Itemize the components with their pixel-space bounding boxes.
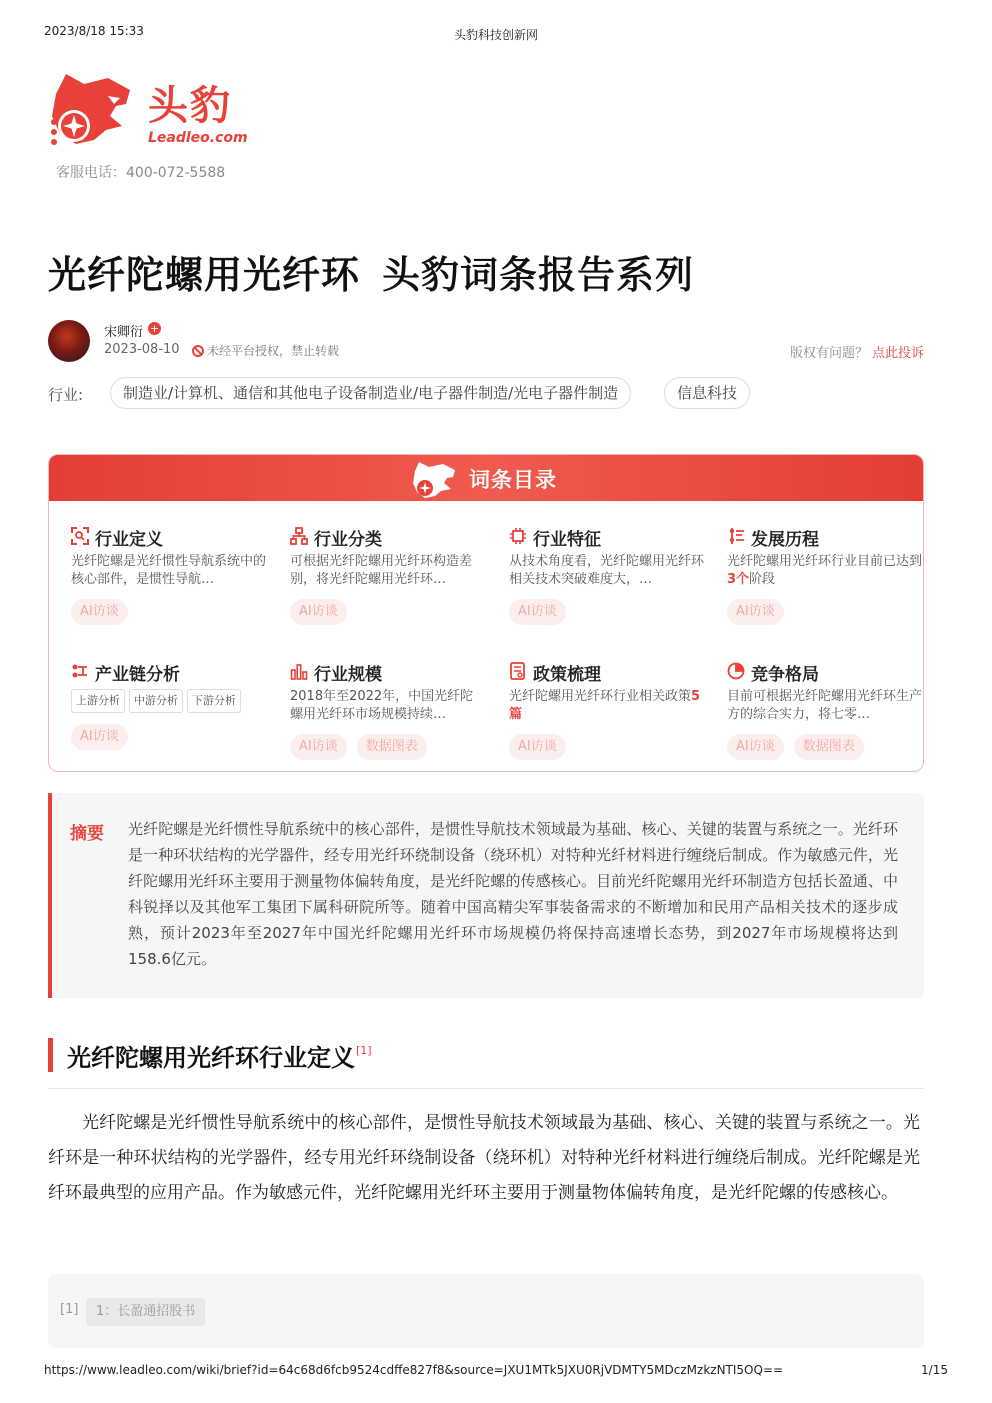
print-datetime: 2023/8/18 15:33 — [44, 24, 144, 38]
report-series: 头豹词条报告系列 — [382, 253, 695, 297]
pie-chart-icon — [727, 662, 745, 680]
data-chart-button[interactable]: 数据图表 — [794, 734, 864, 760]
citation-link[interactable]: [1] — [356, 1044, 372, 1057]
brand-domain: Leadleo.com — [148, 130, 248, 146]
print-site-title: 头豹科技创新网 — [453, 28, 538, 42]
brand-name: 头豹 — [148, 83, 232, 129]
ai-interview-button[interactable]: AI访谈 — [71, 724, 128, 750]
report-title: 光纤陀螺用光纤环 — [48, 253, 361, 297]
industry-label: 行业: — [48, 386, 84, 404]
leopard-logo-icon — [46, 68, 142, 152]
toc-item-desc: 从技术角度看，光纤陀螺用光纤环相关技术突破难度大，… — [509, 554, 705, 587]
page-url: https://www.leadleo.com/wiki/brief?id=64c68d6fcb9524cdffe827f8&source=JXU1MTk5JXU0RjVDMTY5MDczMzkzNTI5OQ== — [44, 1363, 784, 1377]
ai-interview-button[interactable]: AI访谈 — [509, 734, 566, 760]
toc-item-desc — [509, 688, 705, 724]
copyright-notice-text: 未经平台授权，禁止转载 — [207, 344, 340, 358]
author-row — [48, 318, 924, 362]
upstream-analysis-tag[interactable]: 上游分析 — [71, 689, 125, 713]
timeline-icon — [727, 527, 745, 545]
ai-interview-button[interactable]: AI访谈 — [71, 599, 128, 625]
reference-box — [48, 1274, 924, 1348]
ai-interview-button[interactable]: AI访谈 — [727, 599, 784, 625]
section-body: 光纤陀螺是光纤惯性导航系统中的核心部件，是惯性导航技术领域最为基础、核心、关键的装置与系统之一。光纤环是一种环状结构的光学器件，经专用光纤环绕制设备（绕环机）对特种光纤材料进行缠绕后制成。光纤陀螺是光纤环最典型的应用产品。作为敏感元件，光纤陀螺用光纤环主要用于测量物体偏转角度，是光纤陀螺的传感核心。 — [48, 1113, 920, 1203]
follow-plus-icon[interactable]: + — [149, 322, 160, 335]
toc-item-heading — [509, 660, 705, 685]
ai-interview-button[interactable]: AI访谈 — [290, 734, 347, 760]
toc-item-desc: 目前可根据光纤陀螺用光纤环生产方的综合实力，将七零… — [727, 689, 923, 722]
toc-item-title: 发展历程 — [751, 530, 819, 550]
toc-item-desc: 可根据光纤陀螺用光纤环构造差别，将光纤陀螺用光纤环… — [290, 554, 473, 587]
bar-chart-icon — [290, 662, 308, 680]
industry-row — [48, 377, 928, 409]
toc-item-heading — [727, 660, 923, 685]
industry-chip-info-tech[interactable]: 信息科技 — [664, 377, 750, 409]
summary-text: 光纤陀螺是光纤惯性导航系统中的核心部件，是惯性导航技术领域最为基础、核心、关键的装置与系统之一。光纤环是一种环状结构的光学器件，经专用光纤环绕制设备（绕环机）对特种光纤材料进行缠绕后制成。作为敏感元件，光纤陀螺用光纤环主要用于测量物体偏转角度，是光纤陀螺的传感核心。目前光纤陀螺用光纤环制造方包括长盈通、中科锐择以及其他军工集团下属科研院所等。随着中国高精尖军事装备需求的不断增加和民用产品相关技术的逐步成熟，预计2023年至2027年中国光纤陀螺用光纤环市场规模仍将保持高速增长态势，到2027年市场规模将达到158.6亿元。 — [128, 820, 898, 968]
section-title-text: 光纤陀螺用光纤环行业定义 — [67, 1044, 355, 1072]
toc-item-classification[interactable] — [290, 525, 486, 625]
downstream-analysis-tag[interactable]: 下游分析 — [187, 689, 241, 713]
leadleo-logo[interactable] — [46, 68, 246, 154]
toc-item-heading — [290, 660, 486, 685]
ban-icon — [192, 345, 204, 357]
toc-item-heading — [727, 525, 923, 550]
toc-item-features[interactable] — [509, 525, 705, 625]
toc-item-title: 行业定义 — [95, 530, 163, 550]
midstream-analysis-tag[interactable]: 中游分析 — [129, 689, 183, 713]
toc-item-heading — [509, 525, 705, 550]
toc-item-desc-text: 光纤陀螺用光纤环行业相关政策 — [509, 689, 692, 704]
toc-item-market-size[interactable] — [290, 660, 486, 760]
publish-date: 2023-08-10 — [104, 342, 180, 357]
scan-search-icon — [71, 527, 89, 545]
toc-item-title: 政策梳理 — [533, 665, 601, 685]
copyright-question-text: 版权有问题？ — [789, 346, 868, 361]
avatar[interactable] — [48, 320, 90, 362]
copyright-notice — [192, 342, 339, 359]
toc-item-definition[interactable] — [71, 525, 267, 625]
toc-item-heading — [71, 525, 267, 550]
summary-box — [48, 793, 924, 998]
toc-item-desc: 光纤陀螺是光纤惯性导航系统中的核心部件，是惯性导航… — [71, 554, 267, 587]
hierarchy-icon — [290, 527, 308, 545]
page-number: 1/15 — [921, 1363, 948, 1377]
section-divider — [48, 1088, 924, 1089]
toc-item-policy[interactable] — [509, 660, 705, 760]
ai-interview-button[interactable]: AI访谈 — [727, 734, 784, 760]
service-phone: 客服电话：400-072-5588 — [56, 165, 226, 181]
section-title — [48, 1038, 372, 1072]
copyright-question — [790, 342, 924, 361]
toc-item-title: 产业链分析 — [95, 665, 180, 685]
reference-item[interactable]: 1：长盈通招股书 — [86, 1298, 205, 1326]
toc-item-title: 行业特征 — [533, 530, 601, 550]
toc-title: 词条目录 — [469, 468, 557, 492]
toc-item-heading — [71, 660, 267, 685]
toc-item-title: 行业分类 — [314, 530, 382, 550]
toc-item-history[interactable] — [727, 525, 923, 625]
summary-label: 摘要 — [70, 824, 104, 844]
ai-interview-button[interactable]: AI访谈 — [509, 599, 566, 625]
toc-item-desc — [727, 553, 923, 589]
ai-interview-button[interactable]: AI访谈 — [290, 599, 347, 625]
policy-count: 5篇 — [509, 689, 701, 722]
toc-panel — [48, 454, 924, 772]
toc-header — [49, 455, 923, 501]
reference-number: [1] — [60, 1302, 79, 1317]
leopard-icon — [409, 458, 461, 502]
industry-chip-manufacturing[interactable]: 制造业/计算机、通信和其他电子设备制造业/电子器件制造/光电子器件制造 — [110, 377, 631, 409]
toc-item-title: 竞争格局 — [751, 665, 819, 685]
toc-item-value-chain[interactable] — [71, 660, 267, 750]
toc-item-desc: 2018年至2022年，中国光纤陀螺用光纤环市场规模持续… — [290, 689, 474, 722]
chain-icon — [71, 662, 89, 680]
toc-item-desc-text: 光纤陀螺用光纤环行业目前已达到 — [727, 554, 923, 569]
toc-item-title: 行业规模 — [314, 665, 382, 685]
toc-item-competition[interactable] — [727, 660, 923, 760]
print-footer — [44, 1363, 948, 1379]
chip-icon — [509, 527, 527, 545]
policy-document-icon — [509, 662, 527, 680]
print-header — [44, 24, 948, 40]
toc-item-heading — [290, 525, 486, 550]
toc-item-desc-suffix: 阶段 — [749, 572, 776, 587]
report-link[interactable]: 点此投诉 — [871, 346, 924, 361]
page-title — [48, 244, 694, 299]
data-chart-button[interactable]: 数据图表 — [357, 734, 427, 760]
stage-count: 3个 — [727, 572, 750, 587]
author-name[interactable]: 宋卿衍 — [104, 325, 144, 340]
